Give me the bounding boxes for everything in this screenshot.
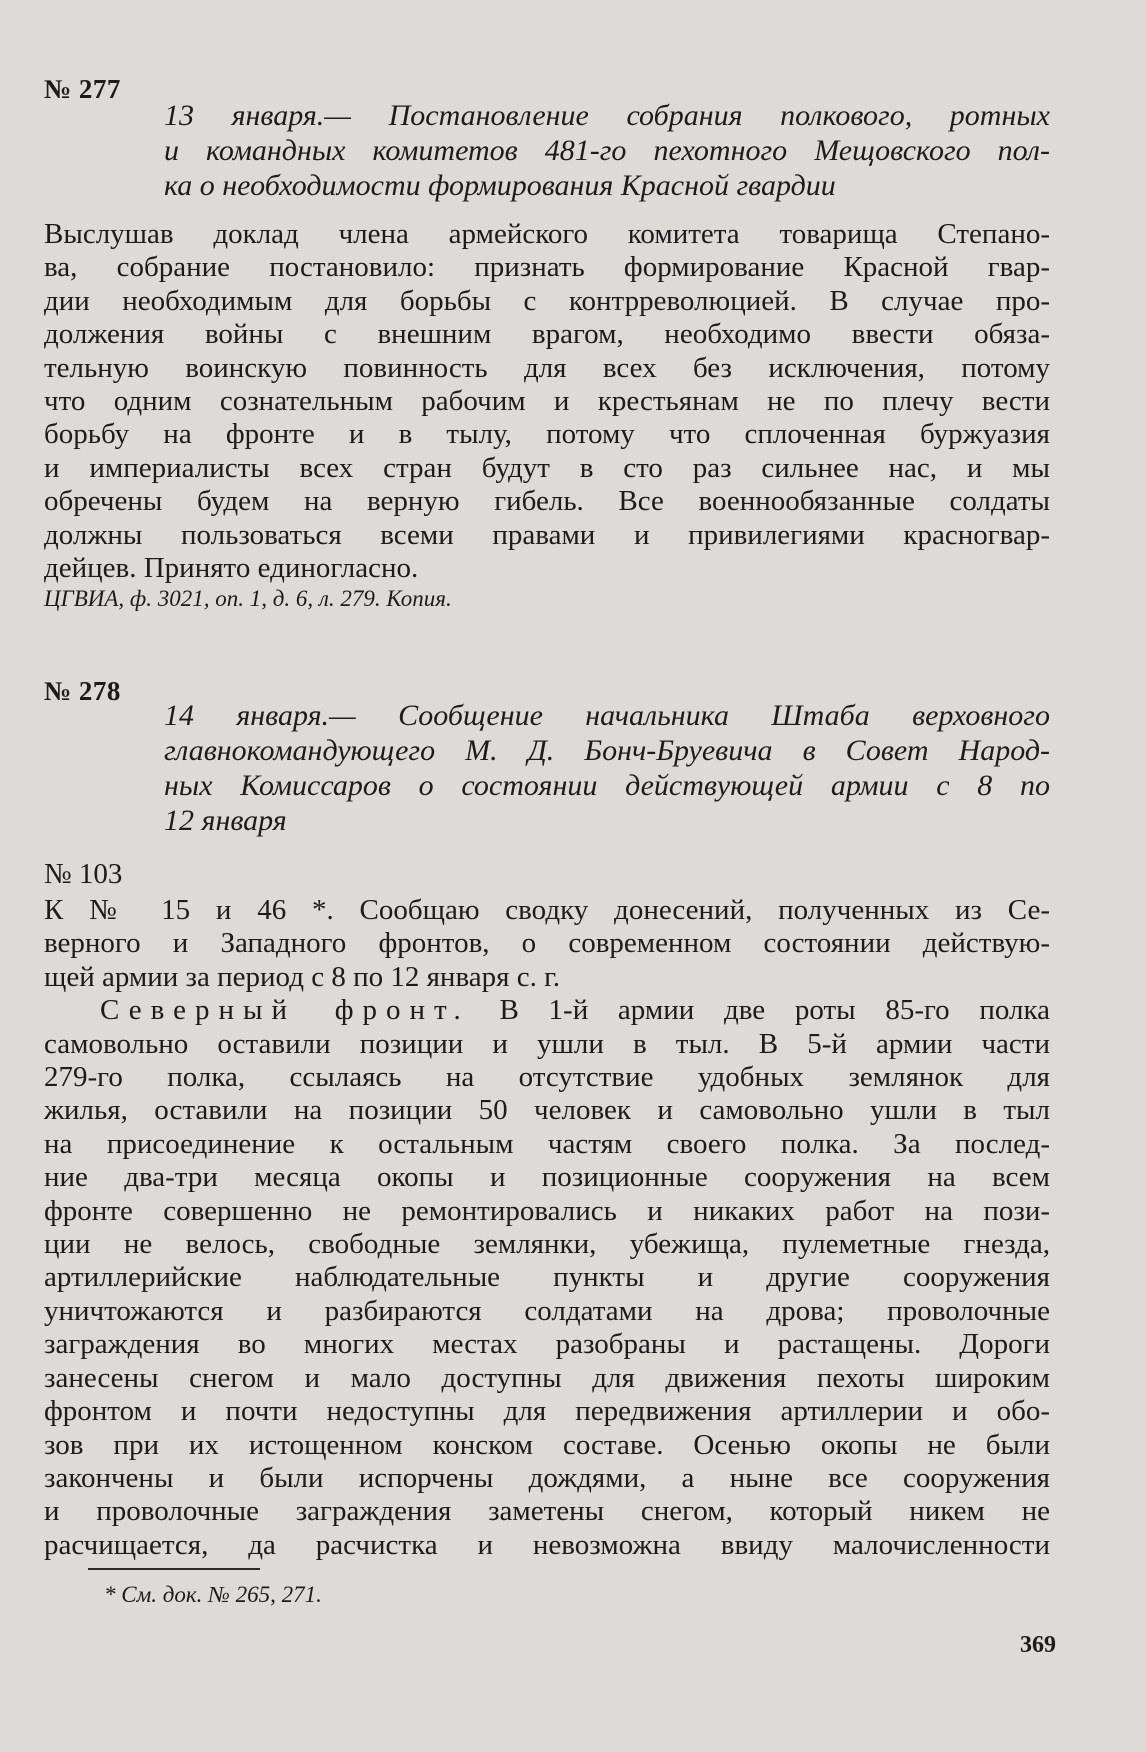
doc-278-body xyxy=(44,894,1050,1562)
heading-line: ных Комиссаров о состоянии действующей армии с 8 по xyxy=(164,769,1050,802)
body-line: должны пользоваться всеми правами и привилегиями красногвар- xyxy=(44,518,1050,551)
doc-277-body xyxy=(44,218,1050,585)
body-line: дейцев. Принято единогласно. xyxy=(44,552,419,585)
body-line: щей армии за период с 8 по 12 января с. г. xyxy=(44,960,560,993)
body-line: ва, собрание постановило: признать формирование Красной гвар- xyxy=(44,251,1050,284)
doc-277-archive-source: ЦГВИА, ф. 3021, оп. 1, д. 6, л. 279. Копия. xyxy=(44,586,452,611)
body-line: и империалисты всех стран будут в сто раз сильнее нас, и мы xyxy=(44,451,1050,484)
body-line: 279-го полка, ссылаясь на отсутствие удобных землянок для xyxy=(44,1061,1050,1094)
doc-278-reference-number: № 103 xyxy=(44,858,123,890)
heading-line: 12 января xyxy=(164,804,287,837)
body-line: артиллерийские наблюдательные пункты и другие сооружения xyxy=(44,1261,1050,1294)
heading-line: 14 января.— Сообщение начальника Штаба верховного xyxy=(164,699,1050,732)
body-line: закончены и были испорчены дождями, а ныне все сооружения xyxy=(44,1461,1050,1494)
body-line: на присоединение к остальным частям своего полка. За послед- xyxy=(44,1127,1050,1160)
body-line: тельную воинскую повинность для всех без исключения, потому xyxy=(44,351,1050,384)
body-line: заграждения во многих местах разобраны и растащены. Дороги xyxy=(44,1328,1050,1361)
body-line: дии необходимым для борьбы с контрреволюцией. В случае про- xyxy=(44,284,1050,317)
heading-line: ка о необходимости формирования Красной гвардии xyxy=(164,169,836,202)
body-line: жилья, оставили на позиции 50 человек и самовольно ушли в тыл xyxy=(44,1094,1050,1127)
heading-line: 13 января.— Постановление собрания полкового, ротных xyxy=(164,99,1050,132)
body-line: должения войны с внешним врагом, необходимо ввести обяза- xyxy=(44,318,1050,351)
page-number: 369 xyxy=(1020,1632,1056,1658)
body-line: самовольно оставили позиции и ушли в тыл. В 5-й армии части xyxy=(44,1027,1050,1060)
body-line: занесены снегом и мало доступны для движения пехоты широким xyxy=(44,1361,1050,1394)
body-line-section-start xyxy=(44,994,1050,1027)
body-line: ние два-три месяца окопы и позиционные сооружения на всем xyxy=(44,1161,1050,1194)
footnote-divider xyxy=(88,1568,260,1570)
body-line: борьбу на фронте и в тылу, потому что сплоченная буржуазия xyxy=(44,418,1050,451)
body-line: обречены будем на верную гибель. Все военнообязанные солдаты xyxy=(44,485,1050,518)
section-title: Северный фронт. xyxy=(100,994,470,1027)
doc-278-number: № 278 xyxy=(44,676,121,706)
body-line: что одним сознательным рабочим и крестьянам не по плечу вести xyxy=(44,385,1050,418)
body-line: расчищается, да расчистка и невозможна ввиду малочисленности xyxy=(44,1528,1050,1561)
body-line: ции не велось, свободные землянки, убежища, пулеметные гнезда, xyxy=(44,1228,1050,1261)
body-line: фронтом и почти недоступны для передвижения артиллерии и обо- xyxy=(44,1395,1050,1428)
body-line: К № 15 и 46 *. Сообщаю сводку донесений, полученных из Се- xyxy=(44,894,1050,926)
doc-277-number: № 277 xyxy=(44,74,121,104)
doc-278-heading xyxy=(164,698,1050,838)
body-line: верного и Западного фронтов, о современном состоянии действую- xyxy=(44,927,1050,960)
body-line: фронте совершенно не ремонтировались и никаких работ на пози- xyxy=(44,1194,1050,1227)
body-line: зов при их истощенном конском составе. Осенью окопы не были xyxy=(44,1428,1050,1461)
doc-277-heading xyxy=(164,98,1050,203)
heading-line: главнокомандующего М. Д. Бонч-Бруевича в Совет Народ- xyxy=(164,734,1050,767)
body-line: уничтожаются и разбираются солдатами на дрова; проволочные xyxy=(44,1294,1050,1327)
footnote: * См. док. № 265, 271. xyxy=(104,1582,322,1607)
section-line-text: В 1-й армии две роты 85-го полка xyxy=(469,994,1050,1027)
heading-line: и командных комитетов 481-го пехотного Мещовского пол- xyxy=(164,134,1050,167)
body-line: и проволочные заграждения заметены снегом, который никем не xyxy=(44,1495,1050,1528)
body-line: Выслушав доклад члена армейского комитета товарища Степано- xyxy=(44,218,1050,250)
